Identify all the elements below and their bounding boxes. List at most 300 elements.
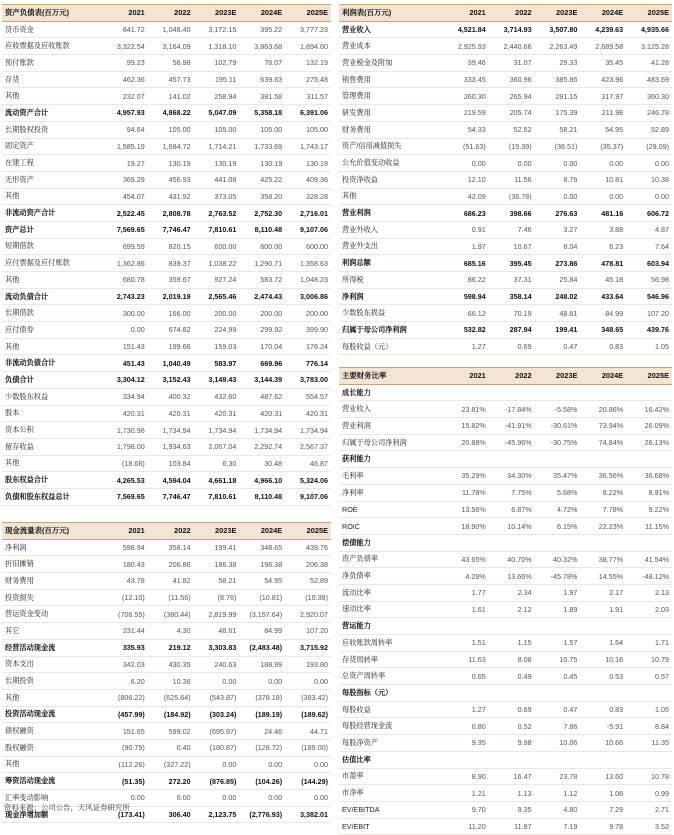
cell-value: (380.44): [148, 606, 194, 623]
cell-value: 11.63: [443, 651, 489, 668]
cell-value: 7,810.61: [194, 488, 240, 505]
cell-value: [580, 751, 626, 768]
cell-value: [535, 751, 581, 768]
cell-value: [535, 618, 581, 635]
table-row: [339, 518, 672, 535]
cell-value: 52.89: [626, 121, 672, 138]
cell-value: 8.76: [535, 171, 581, 188]
cell-value: 398.66: [489, 205, 535, 222]
table-row: [2, 188, 331, 205]
cell-value: 23.81%: [443, 401, 489, 418]
column-header: 2022: [489, 368, 535, 385]
cell-value: 103.84: [148, 455, 194, 472]
row-label: 获利能力: [339, 451, 443, 468]
cell-value: 3.27: [535, 221, 581, 238]
cell-value: 4,594.04: [148, 472, 194, 489]
ratios-panel: [339, 367, 672, 835]
cell-value: 3,152.43: [148, 372, 194, 389]
cell-value: -17.84%: [489, 401, 535, 418]
cell-value: 6.15%: [535, 518, 581, 535]
cell-value: 1,684.72: [148, 138, 194, 155]
cell-value: (10.38): [285, 589, 331, 606]
cell-value: 20.86%: [580, 401, 626, 418]
cell-value: (180.87): [194, 739, 240, 756]
cell-value: 10.38: [626, 171, 672, 188]
row-label: 非流动负债合计: [2, 355, 102, 372]
cell-value: 73.94%: [580, 418, 626, 435]
cell-value: 5,358.18: [239, 105, 285, 122]
cell-value: 180.43: [102, 556, 148, 573]
cell-value: 462.36: [102, 71, 148, 88]
table-row: [2, 221, 331, 238]
cell-value: 2,567.37: [285, 438, 331, 455]
table-title: 主要财务比率: [339, 368, 443, 385]
cell-value: 25.84: [535, 272, 581, 289]
row-label: 资本支出: [2, 656, 102, 673]
cell-value: 105.00: [239, 121, 285, 138]
cell-value: [489, 384, 535, 401]
row-label: 净利率: [339, 484, 443, 501]
cell-value: 603.94: [626, 255, 672, 272]
cell-value: 1.05: [626, 338, 672, 355]
cell-value: 240.63: [194, 656, 240, 673]
cell-value: 441.08: [194, 171, 240, 188]
cell-value: 34.30%: [489, 468, 535, 485]
table-row: [339, 121, 672, 138]
cell-value: 3,322.54: [102, 38, 148, 55]
cell-value: 395.22: [239, 21, 285, 38]
cell-value: 16.47: [489, 768, 535, 785]
row-label: 利润总额: [339, 255, 443, 272]
cell-value: 1.05: [626, 701, 672, 718]
cell-value: [489, 751, 535, 768]
section-row: [339, 534, 672, 551]
ratios-header: [339, 368, 672, 385]
cell-value: 1,743.17: [285, 138, 331, 155]
cell-value: 1,734.94: [239, 422, 285, 439]
table-row: [339, 418, 672, 435]
cell-value: -5.91: [580, 718, 626, 735]
cell-value: 409.36: [285, 171, 331, 188]
cell-value: 4.80: [535, 801, 581, 818]
cell-value: [626, 384, 672, 401]
cell-value: 1.97: [535, 584, 581, 601]
cell-value: 328.28: [285, 188, 331, 205]
cell-value: 839.37: [148, 255, 194, 272]
cell-value: 598.94: [102, 539, 148, 556]
cell-value: 159.03: [194, 338, 240, 355]
cell-value: 360.96: [489, 71, 535, 88]
cell-value: 132.19: [285, 55, 331, 72]
cell-value: 4,935.66: [626, 21, 672, 38]
cell-value: 3,863.68: [239, 38, 285, 55]
cell-value: 699.59: [102, 238, 148, 255]
row-label: 应付债券: [2, 322, 102, 339]
row-label: 市盈率: [339, 768, 443, 785]
cell-value: 99.23: [102, 55, 148, 72]
table-row: [339, 322, 672, 339]
row-label: 营业收入: [339, 21, 443, 38]
cell-value: (543.87): [194, 689, 240, 706]
cell-value: 420.31: [285, 405, 331, 422]
cell-value: [443, 384, 489, 401]
cell-value: (10.81): [239, 589, 285, 606]
table-row: [339, 155, 672, 172]
cell-value: [489, 685, 535, 702]
cell-value: 52.52: [489, 121, 535, 138]
cell-value: 487.62: [239, 388, 285, 405]
cell-value: 1.91: [580, 601, 626, 618]
cell-value: 102.79: [194, 55, 240, 72]
cell-value: 1.61: [443, 601, 489, 618]
table-row: [339, 635, 672, 652]
source-note: 资料来源：公司公告，天风证券研究所: [4, 803, 130, 812]
cell-value: 3,303.83: [194, 639, 240, 656]
cell-value: (173.41): [102, 806, 148, 823]
cell-value: 333.45: [443, 71, 489, 88]
cell-value: (104.26): [239, 773, 285, 790]
cell-value: 36.56%: [580, 468, 626, 485]
cell-value: 3,783.00: [285, 372, 331, 389]
cell-value: 10.75: [535, 651, 581, 668]
cell-value: 219.59: [443, 105, 489, 122]
row-label: 少数股东损益: [339, 305, 443, 322]
row-label: 偿债能力: [339, 534, 443, 551]
cell-value: 40.32%: [535, 551, 581, 568]
cell-value: [489, 451, 535, 468]
cell-value: 206.86: [148, 556, 194, 573]
cell-value: 425.22: [239, 171, 285, 188]
row-label: 非流动资产合计: [2, 205, 102, 222]
cell-value: 206.38: [285, 556, 331, 573]
cell-value: [535, 451, 581, 468]
cell-value: [626, 751, 672, 768]
row-label: 管理费用: [339, 88, 443, 105]
balance-sheet-table: [2, 4, 331, 506]
cell-value: 0.45: [535, 668, 581, 685]
cell-value: [626, 618, 672, 635]
row-label: ROIC: [339, 518, 443, 535]
cell-value: 14.55%: [580, 568, 626, 585]
cell-value: 46.87: [285, 455, 331, 472]
table-row: [2, 355, 331, 372]
cell-value: 193.80: [285, 656, 331, 673]
cell-value: 58.21: [535, 121, 581, 138]
table-row: [339, 785, 672, 802]
cell-value: 1.15: [489, 635, 535, 652]
row-label: 毛利率: [339, 468, 443, 485]
table-row: [339, 668, 672, 685]
row-label: 短期借款: [2, 238, 102, 255]
section-row: [339, 451, 672, 468]
cell-value: [443, 534, 489, 551]
cell-value: 6,391.06: [285, 105, 331, 122]
row-label: 净负债率: [339, 568, 443, 585]
cell-value: 7.46: [489, 221, 535, 238]
cell-value: [580, 534, 626, 551]
cell-value: 3,507.80: [535, 21, 581, 38]
cell-value: 13.56%: [443, 501, 489, 518]
section-row: [339, 685, 672, 702]
cell-value: 36.68%: [626, 468, 672, 485]
cell-value: [535, 384, 581, 401]
table-row: [339, 568, 672, 585]
cell-value: 42.09: [443, 188, 489, 205]
cell-value: 430.35: [148, 656, 194, 673]
cell-value: (144.29): [285, 773, 331, 790]
cell-value: 1.57: [535, 635, 581, 652]
cell-value: 1,734.94: [148, 422, 194, 439]
cell-value: 359.67: [148, 272, 194, 289]
cell-value: 600.00: [285, 238, 331, 255]
cell-value: 188.99: [239, 656, 285, 673]
row-label: 市净率: [339, 785, 443, 802]
column-header: 2022: [148, 523, 194, 540]
row-label: 资产总计: [2, 221, 102, 238]
cell-value: 10.67: [489, 238, 535, 255]
table-row: [339, 501, 672, 518]
cell-value: 56.98: [148, 55, 194, 72]
table-row: [339, 55, 672, 72]
cell-value: 1,714.21: [194, 138, 240, 155]
cell-value: 19.27: [102, 155, 148, 172]
cell-value: [443, 751, 489, 768]
cell-value: 86.22: [443, 272, 489, 289]
cell-value: 2,763.52: [194, 205, 240, 222]
table-row: [339, 484, 672, 501]
cell-value: 29.33: [535, 55, 581, 72]
table-row: [2, 488, 331, 505]
cell-value: 0.99: [626, 785, 672, 802]
table-row: [339, 718, 672, 735]
cell-value: 3,304.12: [102, 372, 148, 389]
cell-value: [489, 534, 535, 551]
cell-value: 4.72%: [535, 501, 581, 518]
cell-value: 35.29%: [443, 468, 489, 485]
cell-value: 58.21: [194, 573, 240, 590]
table-row: [339, 735, 672, 752]
cell-value: 265.94: [489, 88, 535, 105]
cell-value: (128.72): [239, 739, 285, 756]
cell-value: [535, 685, 581, 702]
table-row: [2, 288, 331, 305]
cell-value: 8.91%: [626, 484, 672, 501]
cell-value: 358.20: [239, 188, 285, 205]
cell-value: 0.00: [239, 673, 285, 690]
row-label: 货币资金: [2, 21, 102, 38]
cell-value: -41.91%: [489, 418, 535, 435]
row-label: 每股收益（元）: [339, 338, 443, 355]
cell-value: 44.71: [285, 723, 331, 740]
cell-value: 26.13%: [626, 434, 672, 451]
cell-value: 9.78: [580, 818, 626, 835]
cell-value: (303.24): [194, 706, 240, 723]
cell-value: 219.12: [148, 639, 194, 656]
cell-value: 6.23: [580, 238, 626, 255]
table-row: [339, 434, 672, 451]
row-label: EV/EBIT: [339, 818, 443, 835]
cell-value: (695.97): [194, 723, 240, 740]
cell-value: 0.00: [285, 756, 331, 773]
cell-value: 369.29: [102, 171, 148, 188]
cell-value: 232.07: [102, 88, 148, 105]
row-label: 流动资产合计: [2, 105, 102, 122]
column-header: 2021: [443, 368, 489, 385]
cell-value: 0.69: [489, 338, 535, 355]
table-row: [339, 401, 672, 418]
section-row: [339, 618, 672, 635]
cell-value: 130.19: [239, 155, 285, 172]
cell-value: 54.95: [580, 121, 626, 138]
cell-value: 583.72: [239, 272, 285, 289]
table-row: [2, 723, 331, 740]
cell-value: 335.93: [102, 639, 148, 656]
cell-value: 0.65: [443, 668, 489, 685]
row-label: 长期借款: [2, 305, 102, 322]
cell-value: 56.98: [626, 272, 672, 289]
cell-value: (8.76): [194, 589, 240, 606]
cell-value: (189.62): [285, 706, 331, 723]
cell-value: [489, 618, 535, 635]
column-header: 2025E: [285, 5, 331, 22]
cell-value: 776.14: [285, 355, 331, 372]
row-label: 其他: [2, 88, 102, 105]
cell-value: 186.38: [194, 556, 240, 573]
row-label: 营业利润: [339, 205, 443, 222]
cell-value: 9,107.06: [285, 221, 331, 238]
cell-value: 3,714.93: [489, 21, 535, 38]
row-label: 归属于母公司净利润: [339, 434, 443, 451]
cell-value: 199.41: [194, 539, 240, 556]
balance-sheet-body: [2, 21, 331, 505]
cell-value: 84.99: [239, 623, 285, 640]
table-row: [339, 221, 672, 238]
table-title: 利润表(百万元): [339, 5, 443, 22]
column-header: 2021: [102, 523, 148, 540]
cell-value: 680.78: [102, 272, 148, 289]
column-header: 2023E: [194, 523, 240, 540]
cell-value: 9.70: [443, 801, 489, 818]
cell-value: (36.78): [489, 188, 535, 205]
table-row: [2, 455, 331, 472]
table-row: [2, 405, 331, 422]
column-header: 2024E: [580, 5, 626, 22]
cell-value: 674.82: [148, 322, 194, 339]
cell-value: (36.51): [535, 138, 581, 155]
cell-value: 170.04: [239, 338, 285, 355]
cell-value: (457.99): [102, 706, 148, 723]
cell-value: 31.07: [489, 55, 535, 72]
cell-value: 43.65%: [443, 551, 489, 568]
row-label: 净利润: [2, 539, 102, 556]
row-label: 营业利润: [339, 418, 443, 435]
cell-value: 258.94: [194, 88, 240, 105]
row-label: 营运能力: [339, 618, 443, 635]
cell-value: 5,047.09: [194, 105, 240, 122]
table-row: [339, 88, 672, 105]
cell-value: 5,324.06: [285, 472, 331, 489]
cash-flow-header: [2, 523, 331, 540]
cell-value: 176.24: [285, 338, 331, 355]
cell-value: 48.61: [535, 305, 581, 322]
row-label: 每股收益: [339, 701, 443, 718]
ratios-body: [339, 384, 672, 835]
row-label: 债权融资: [2, 723, 102, 740]
cell-value: 420.31: [239, 405, 285, 422]
cell-value: (18.68): [102, 455, 148, 472]
cell-value: 1,362.86: [102, 255, 148, 272]
cell-value: 0.00: [535, 155, 581, 172]
cell-value: 546.96: [626, 288, 672, 305]
cell-value: 0.00: [489, 155, 535, 172]
income-statement-body: [339, 21, 672, 355]
table-row: [2, 573, 331, 590]
table-row: [339, 551, 672, 568]
cell-value: 8,110.48: [239, 221, 285, 238]
cell-value: 11.35: [626, 735, 672, 752]
cell-value: 1,048.23: [285, 272, 331, 289]
cell-value: 41.28: [626, 55, 672, 72]
cell-value: 107.20: [626, 305, 672, 322]
table-row: [339, 338, 672, 355]
column-header: 2023E: [535, 5, 581, 22]
cell-value: 7.78%: [580, 501, 626, 518]
cell-value: 105.00: [285, 121, 331, 138]
cell-value: 0.00: [194, 673, 240, 690]
cell-value: [443, 451, 489, 468]
row-label: 其他: [2, 188, 102, 205]
cell-value: 6.87%: [489, 501, 535, 518]
cell-value: [626, 451, 672, 468]
table-title: 现金流量表(百万元): [2, 523, 102, 540]
cell-value: 4,521.84: [443, 21, 489, 38]
row-label: 营业外支出: [339, 238, 443, 255]
row-label: 每股指标（元）: [339, 685, 443, 702]
cell-value: (90.75): [102, 739, 148, 756]
cell-value: 9.35: [443, 735, 489, 752]
row-label: 总资产周转率: [339, 668, 443, 685]
cell-value: 199.41: [535, 322, 581, 339]
cell-value: 1,733.69: [239, 138, 285, 155]
column-header: 2024E: [239, 5, 285, 22]
cell-value: 598.94: [443, 288, 489, 305]
cell-value: 1.89: [535, 601, 581, 618]
table-row: [2, 338, 331, 355]
row-label: 资本公积: [2, 422, 102, 439]
cell-value: 342.03: [102, 656, 148, 673]
table-row: [2, 155, 331, 172]
cell-value: 358.14: [489, 288, 535, 305]
row-label: 少数股东权益: [2, 388, 102, 405]
table-row: [2, 656, 331, 673]
table-row: [2, 556, 331, 573]
cell-value: 4,868.22: [148, 105, 194, 122]
table-row: [2, 272, 331, 289]
cell-value: 373.05: [194, 188, 240, 205]
cell-value: 400.32: [148, 388, 194, 405]
cell-value: 35.47%: [535, 468, 581, 485]
cell-value: 15.82%: [443, 418, 489, 435]
row-label: 公允价值变动收益: [339, 155, 443, 172]
table-row: [2, 121, 331, 138]
cell-value: 1,290.71: [239, 255, 285, 272]
cell-value: 35.45: [580, 55, 626, 72]
cell-value: 18.90%: [443, 518, 489, 535]
cell-value: 196.38: [239, 556, 285, 573]
row-label: EV/EBITDA: [339, 801, 443, 818]
row-label: 研发费用: [339, 105, 443, 122]
cash-flow-table: [2, 522, 331, 823]
